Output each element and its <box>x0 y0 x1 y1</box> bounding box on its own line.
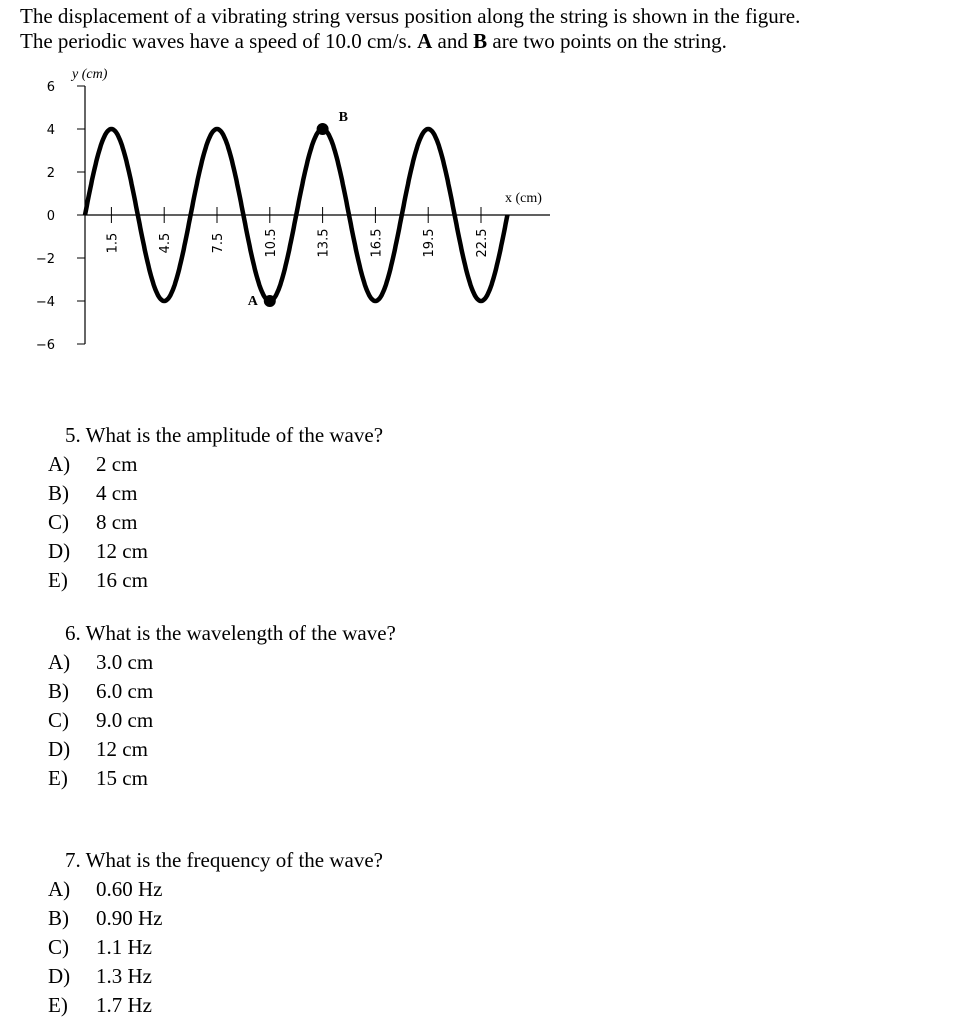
answer-option <box>48 933 383 962</box>
option-text: 16 cm <box>96 568 148 592</box>
x-tick-label: 7.5 <box>211 232 226 254</box>
option-text: 3.0 cm <box>96 650 154 674</box>
x-axis-label: x (cm) <box>505 191 542 206</box>
option-letter: D) <box>48 737 71 761</box>
option-text: 1.1 Hz <box>96 935 152 959</box>
option-letter: E) <box>48 568 68 592</box>
point-label: B <box>338 110 348 125</box>
answer-option <box>48 677 396 706</box>
x-tick-label: 4.5 <box>158 232 174 254</box>
y-axis-label: y (cm) <box>72 67 108 82</box>
option-letter: A) <box>48 877 71 901</box>
option-letter: C) <box>48 510 69 534</box>
y-tick-label: 4 <box>46 123 55 138</box>
x-tick-label: 22.5 <box>475 228 490 258</box>
point-a <box>264 295 276 307</box>
question-stem: 6. What is the wavelength of the wave? <box>65 621 396 645</box>
x-tick-label: 16.5 <box>369 228 385 258</box>
answer-option <box>48 537 383 566</box>
option-letter: D) <box>48 539 71 563</box>
question-stem: 7. What is the frequency of the wave? <box>65 848 383 872</box>
option-text: 0.90 Hz <box>96 906 163 930</box>
intro-text: and <box>432 29 474 53</box>
option-text: 6.0 cm <box>96 679 154 703</box>
answer-option <box>48 648 396 677</box>
y-tick-label: −6 <box>35 338 55 353</box>
option-text: 12 cm <box>96 737 148 761</box>
point-b <box>317 123 329 135</box>
y-tick-label: 2 <box>46 166 55 181</box>
option-letter: E) <box>48 766 68 790</box>
option-text: 9.0 cm <box>96 708 154 732</box>
question-6 <box>48 619 396 793</box>
option-letter: C) <box>48 708 69 732</box>
option-letter: A) <box>48 650 71 674</box>
x-tick-label: 19.5 <box>422 228 438 258</box>
intro-line-1: The displacement of a vibrating string versus position along the string is shown in the figure. <box>20 4 801 28</box>
option-text: 1.7 Hz <box>96 993 152 1017</box>
answer-option <box>48 706 396 735</box>
wave-figure <box>0 0 600 370</box>
answer-option <box>48 479 383 508</box>
y-tick-label: −4 <box>35 295 55 310</box>
answer-option <box>48 962 383 991</box>
intro-text: The periodic waves have a speed of 10.0 cm/s. <box>20 29 418 53</box>
answer-option <box>48 450 383 479</box>
answer-option <box>48 764 396 793</box>
option-letter: D) <box>48 964 71 988</box>
option-text: 2 cm <box>96 452 138 476</box>
question-7 <box>48 846 383 1020</box>
option-letter: C) <box>48 935 69 959</box>
answer-option <box>48 735 396 764</box>
question-5 <box>48 421 383 595</box>
answer-option <box>48 566 383 595</box>
y-tick-label: 6 <box>46 80 55 95</box>
option-text: 4 cm <box>96 481 138 505</box>
answer-option <box>48 904 383 933</box>
option-letter: A) <box>48 452 71 476</box>
option-text: 15 cm <box>96 766 148 790</box>
point-label: A <box>247 294 258 309</box>
y-tick-label: 0 <box>46 209 55 224</box>
question-stem: 5. What is the amplitude of the wave? <box>65 423 384 447</box>
option-letter: B) <box>48 481 69 505</box>
option-text: 12 cm <box>96 539 148 563</box>
intro-text: are two points on the string. <box>487 29 727 53</box>
option-text: 1.3 Hz <box>96 964 152 988</box>
option-letter: E) <box>48 993 68 1017</box>
x-tick-label: 1.5 <box>105 232 121 254</box>
option-letter: B) <box>48 679 69 703</box>
y-tick-label: −2 <box>35 252 55 267</box>
x-tick-label: 10.5 <box>263 228 279 258</box>
answer-option <box>48 508 383 537</box>
point-b-ref: B <box>473 29 488 53</box>
answer-option <box>48 875 383 904</box>
option-text: 8 cm <box>96 510 138 534</box>
option-text: 0.60 Hz <box>96 877 163 901</box>
x-tick-label: 13.5 <box>316 228 332 258</box>
option-letter: B) <box>48 906 69 930</box>
answer-option <box>48 991 383 1020</box>
point-a-ref: A <box>417 29 433 53</box>
